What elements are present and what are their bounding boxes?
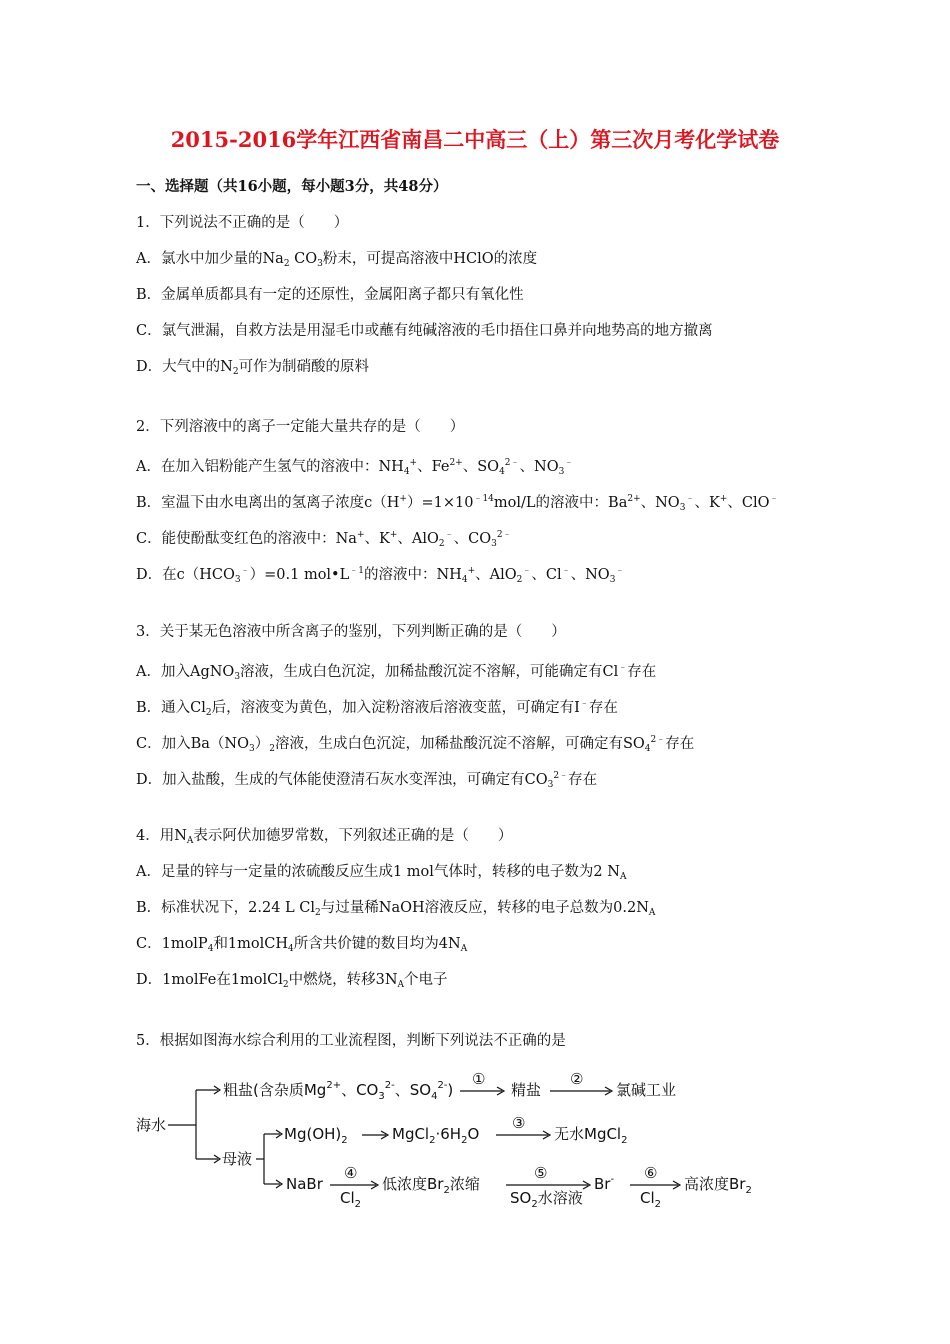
flow-nabr: NaBr [286,1175,323,1193]
question-3-option-c: C．加入$Ba(NO_3)_2$溶液，生成白色沉淀，加稀盐酸沉淀不溶解，可确定有$SO_4^{2﹣}$存在 [136,735,695,754]
flow-step-4: ④ [344,1164,358,1182]
question-4-option-a: A．足量的锌与一定量的浓硫酸反应生成1 mol气体时，转移的电子数为2 $N_A$ [136,864,627,882]
exam-title: 2015-2016学年江西省南昌二中高三（上）第三次月考化学试卷 [170,127,780,152]
question-4-option-d: D．1molFe在1molCl$_2$中燃烧，转移$3N_A$个电子 [136,972,448,990]
flow-step-1: ① [472,1070,486,1088]
question-2-stem: 2．下列溶液中的离子一定能大量共存的是（ ） [136,419,465,435]
question-2-option-d: D．在$c(HCO_3^﹣)=0.1$ $mol•L^{﹣1}$的溶液中：$NH_4^+$、AlO$_2$﹣、Cl﹣、$NO_3^﹣$ [136,566,625,585]
question-5-stem: 5．根据如图海水综合利用的工业流程图，判断下列说法不正确的是 [136,1033,566,1049]
flow-chlor-alkali: 氯碱工业 [616,1081,677,1099]
question-1-option-c: C．氯气泄漏，自救方法是用湿毛巾或蘸有纯碱溶液的毛巾捂住口鼻并向地势高的地方撤离 [136,323,713,339]
flow-reagent-cl2-a: $Cl_2$ [340,1189,362,1210]
question-2-option-b: B．室温下由水电离出的氢离子浓度$c(H^+)=1\times 10^{﹣14}mol/L$的溶液中：$Ba^{2+}$、$NO_3^﹣$、K+、ClO﹣ [136,494,779,513]
question-3-option-a: A．加入AgNO$_3$溶液，生成白色沉淀，加稀盐酸沉淀不溶解，可能确定有Cl﹣存在 [136,663,657,682]
question-1-option-d: D．大气中的$N_2$可作为制硝酸的原料 [136,359,370,377]
flow-mgoh2: $Mg(OH)_2$ [284,1125,348,1146]
flow-refined-salt: 精盐 [511,1081,542,1099]
flow-br-minus: Br- [594,1174,615,1193]
flow-step-2: ② [570,1070,584,1088]
question-2-option-a: A．在加入铝粉能产生氢气的溶液中：$NH_4^+$、$Fe^{2+}$、$SO_4^{2﹣}$、$NO_3^﹣$ [136,458,574,477]
flow-step-3: ③ [512,1114,526,1132]
question-3-option-b: B．通入$Cl_2$后，溶液变为黄色，加入淀粉溶液后溶液变蓝，可确定有I﹣存在 [136,699,618,718]
question-2-option-c: C．能使酚酞变红色的溶液中：Na+、K+、AlO$_2$﹣、$CO_3^{2﹣}$ [136,530,512,549]
question-1-option-a: A．氯水中加少量的$Na_2$ $CO_3$粉末，可提高溶液中HClO的浓度 [136,251,538,269]
question-1-option-b: B．金属单质都具有一定的还原性，金属阳离子都只有氧化性 [136,287,524,303]
flow-seawater: 海水 [136,1116,167,1134]
question-4-option-c: C．1molP$_4$和1molCH$_4$所含共价键的数目均为$4N_A$ [136,936,468,954]
flow-high-br2: 高浓度$Br_2$ [684,1175,752,1196]
flow-step-5: ⑤ [534,1164,548,1182]
question-4-option-b: B．标准状况下，2.24 L $Cl_2$与过量稀NaOH溶液反应，转移的电子总数为$0.2N_A$ [136,900,656,918]
flow-mgcl2-hydrate: $MgCl_2\cdot 6H_2O$ [392,1125,480,1146]
flow-reagent-so2-water: $SO_2$水溶液 [510,1189,583,1210]
question-4-stem: 4．用$N_A$表示阿伏加德罗常数，下列叙述正确的是（ ） [136,828,513,846]
flow-anhydrous-mgcl2: 无水MgCl$_2$ [554,1125,628,1146]
flow-low-br2: 低浓度$Br_2$浓缩 [382,1175,480,1196]
section-heading: 一、选择题（共16小题，每小题3分，共48分） [136,178,448,195]
question-3-stem: 3．关于某无色溶液中所含离子的鉴别，下列判断正确的是（ ） [136,624,566,640]
flow-step-6: ⑥ [644,1164,658,1182]
flow-crude-salt: 粗盐(含杂质$Mg^{2+}$、$CO_3^{2-}$、$SO_4^{2-}$) [223,1080,454,1102]
flow-mother-liquor: 母液 [222,1150,253,1168]
question-1-stem: 1．下列说法不正确的是（ ） [136,215,349,231]
question-3-option-d: D．加入盐酸，生成的气体能使澄清石灰水变浑浊，可确定有$CO_3^{2﹣}$存在 [136,771,598,790]
flow-reagent-cl2-b: $Cl_2$ [640,1189,662,1210]
seawater-flow-diagram [130,1062,790,1212]
